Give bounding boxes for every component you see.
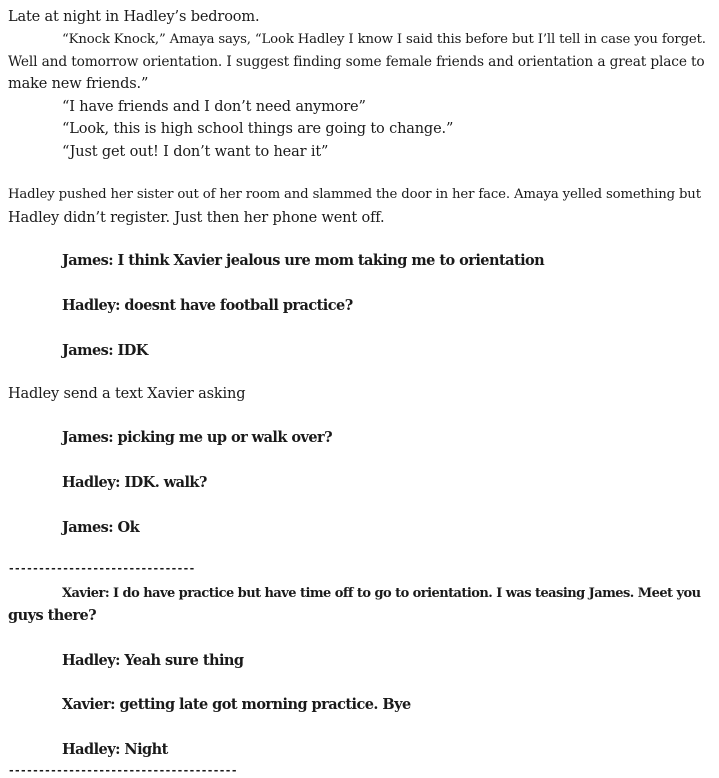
scene-heading: Late at night in Hadley’s bedroom. (8, 9, 260, 25)
paragraph-line: Well and tomorrow orientation. I suggest finding some female friends and orientation a great place to (8, 54, 705, 70)
text-message: Xavier: I do have practice but have time off to go to orientation. I was teasing James. Meet you (62, 586, 701, 601)
text-message: Hadley: doesnt have football practice? (62, 297, 353, 314)
paragraph-line: make new friends.” (8, 76, 149, 92)
text-message: James: I think Xavier jealous ure mom taking me to orientation (62, 252, 545, 269)
section-separator: -------------------------------------- (8, 764, 237, 777)
text-message: Hadley: Night (62, 741, 168, 758)
dialogue-line: “I have friends and I don’t need anymore” (62, 99, 366, 115)
text-message: Hadley: Yeah sure thing (62, 652, 244, 669)
paragraph-line: Hadley pushed her sister out of her room and slammed the door in her face. Amaya yelled something but (8, 187, 701, 202)
text-message: Xavier: getting late got morning practice. Bye (62, 696, 411, 713)
dialogue-line: “Just get out! I don’t want to hear it” (62, 144, 329, 160)
narration-line: Hadley send a text Xavier asking (8, 386, 246, 402)
section-separator: ------------------------------- (8, 562, 195, 575)
text-message: James: picking me up or walk over? (62, 429, 333, 446)
text-message-continuation: guys there? (8, 607, 97, 624)
text-message: Hadley: IDK. walk? (62, 474, 207, 491)
text-message: James: Ok (62, 519, 140, 536)
paragraph-line: “Knock Knock,” Amaya says, “Look Hadley I know I said this before but I’ll tell in case you forget. (62, 32, 706, 47)
text-message: James: IDK (62, 342, 148, 359)
paragraph-line: Hadley didn’t register. Just then her phone went off. (8, 210, 385, 226)
dialogue-line: “Look, this is high school things are going to change.” (62, 121, 454, 137)
